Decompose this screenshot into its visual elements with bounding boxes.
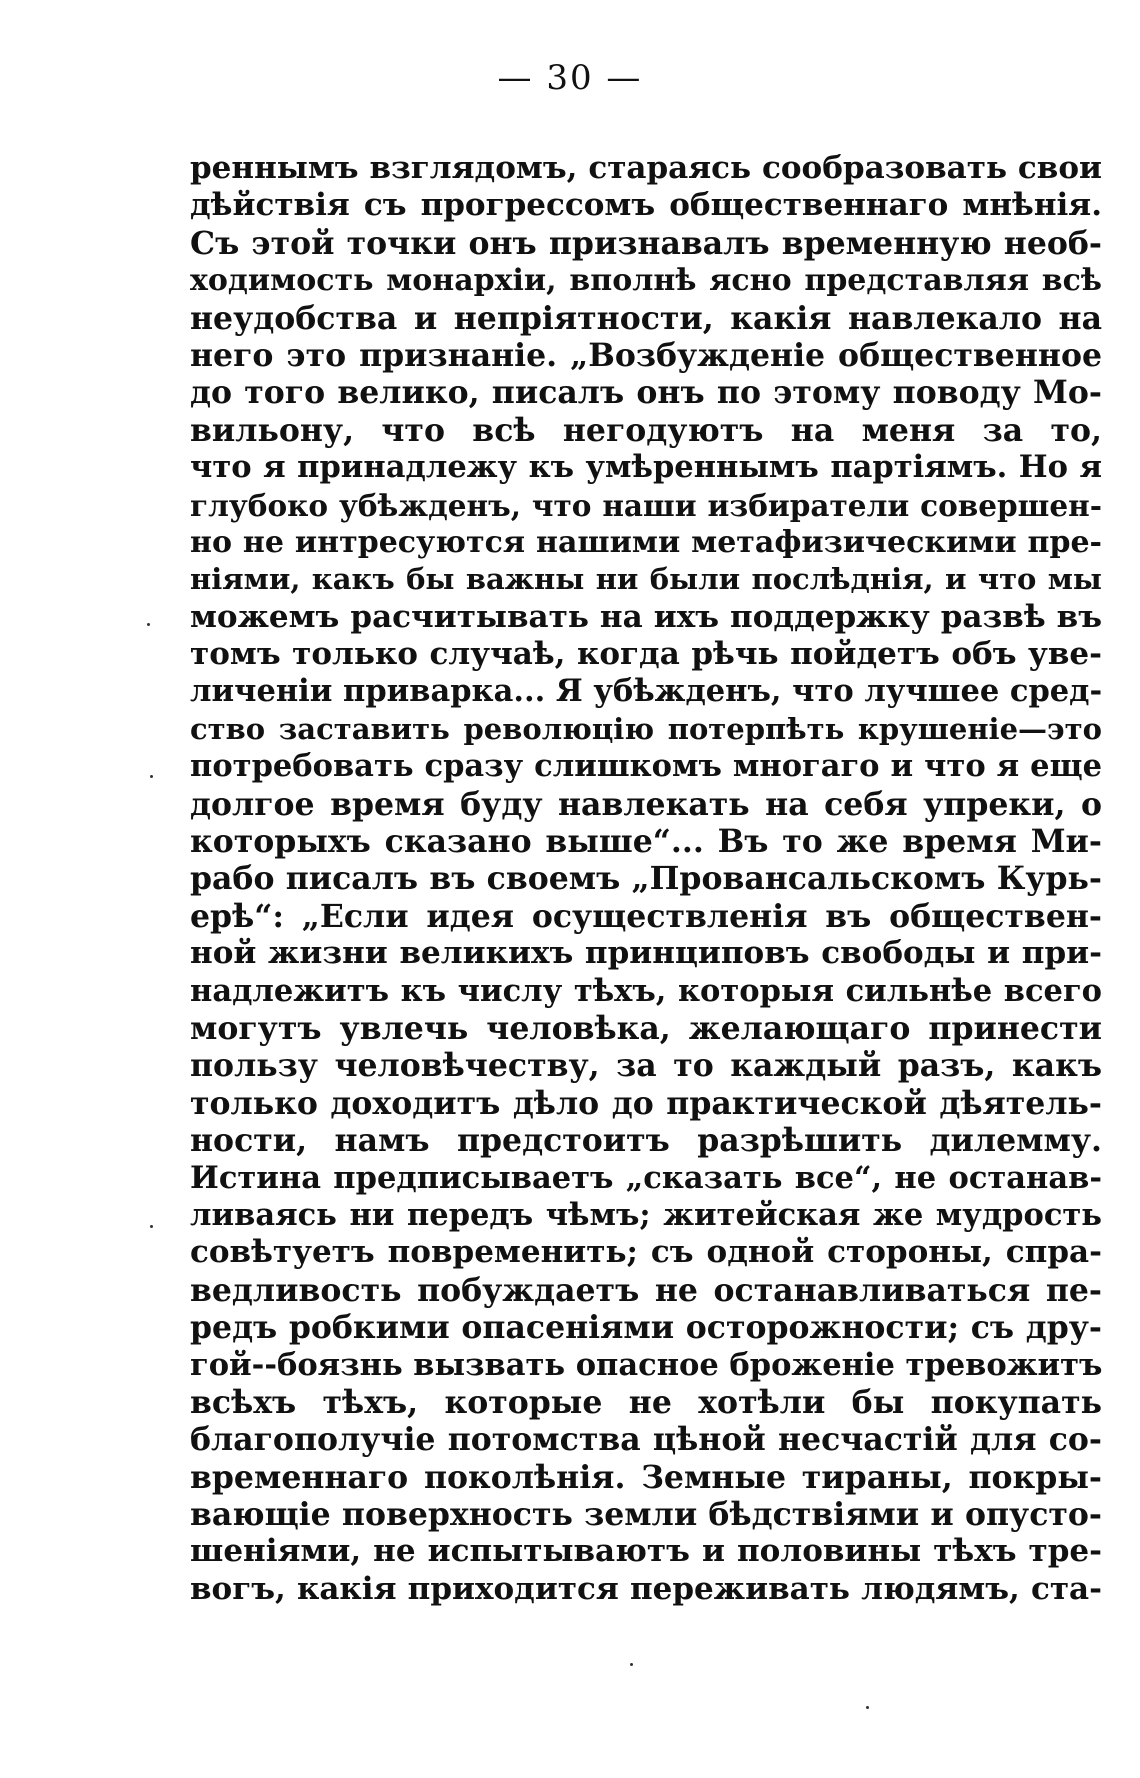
text-line: совѣтуетъ повременить; съ одной стороны, спра- — [190, 1234, 1102, 1271]
text-line: редъ робкими опасеніями осторожности; съ дру- — [190, 1309, 1102, 1347]
text-line: но не интресуются нашими метафизическими пре- — [190, 524, 1102, 560]
text-line: до того велико, писалъ онъ по этому поводу Мо- — [190, 374, 1102, 412]
text-line: Съ этой точки онъ признавалъ временную необ- — [190, 224, 1102, 262]
scan-speck — [150, 775, 153, 778]
text-line: благополучіе потомства цѣной несчастій для со- — [190, 1421, 1102, 1459]
text-line: надлежитъ къ числу тѣхъ, которыя сильнѣе всего — [190, 972, 1102, 1009]
text-line: гой--боязнь вызвать опасное броженіе тревожитъ — [190, 1346, 1102, 1383]
text-line: пользу человѣчеству, за то каждый разъ, какъ — [190, 1047, 1102, 1085]
text-line: вогъ, какія приходится переживать людямъ, ста- — [190, 1570, 1102, 1607]
text-line: ливаясь ни передъ чѣмъ; житейская же мудрость — [190, 1196, 1102, 1233]
text-line: можемъ расчитывать на ихъ поддержку развѣ въ — [190, 598, 1102, 635]
text-line: ніями, какъ бы важны ни были послѣднія, и что мы — [190, 562, 1102, 597]
text-line: что я принадлежу къ умѣреннымъ партіямъ. Но я — [190, 449, 1102, 486]
text-line: временнаго поколѣнія. Земные тираны, покры- — [190, 1458, 1102, 1496]
scan-speck — [147, 623, 150, 626]
text-line: только доходитъ дѣло до практической дѣятель- — [190, 1084, 1102, 1122]
scan-speck — [630, 1663, 633, 1666]
text-line: всѣхъ тѣхъ, которые не хотѣли бы покупать — [190, 1383, 1102, 1421]
text-line: ство заставить революцію потерпѣть крушеніе—это — [190, 711, 1102, 746]
text-line: вающіе поверхность земли бѣдствіями и опусто- — [190, 1496, 1102, 1534]
text-line: реннымъ взглядомъ, стараясь сообразовать свои — [190, 150, 1102, 186]
text-line: рабо писалъ въ своемъ „Провансальскомъ Курь- — [190, 860, 1102, 898]
text-line: вильону, что всѣ негодуютъ на меня за то, — [190, 411, 1102, 449]
text-line: глубоко убѣжденъ, что наши избиратели совершен- — [190, 487, 1102, 523]
text-line: томъ только случаѣ, когда рѣчь пойдетъ объ уве- — [190, 636, 1102, 673]
page-number: — 30 — — [497, 58, 643, 98]
text-line: ходимость монархіи, вполнѣ ясно представляя всѣ — [190, 263, 1102, 299]
body-text — [190, 150, 1102, 1608]
text-line: ерѣ“: „Если идея осуществленія въ обществен- — [190, 897, 1102, 935]
text-line: ведливость побуждаетъ не останавливаться пе- — [190, 1271, 1102, 1309]
text-line: которыхъ сказано выше“... Въ то же время Ми- — [190, 823, 1102, 861]
text-line: личеніи приварка... Я убѣжденъ, что лучшее сред- — [190, 673, 1102, 710]
text-line: потребовать сразу слишкомъ многаго и что я еще — [190, 748, 1102, 785]
text-line: могутъ увлечь человѣка, желающаго принести — [190, 1009, 1102, 1047]
text-line: ности, намъ предстоитъ разрѣшить дилемму. — [190, 1122, 1102, 1160]
text-line: неудобства и непріятности, какія навлекало на — [190, 299, 1102, 337]
text-line: него это признаніе. „Возбужденіе общественное — [190, 336, 1102, 374]
text-line: дѣйствія съ прогрессомъ общественнаго мнѣнія. — [190, 187, 1102, 224]
text-line: шеніями, не испытываютъ и половины тѣхъ тре- — [190, 1533, 1102, 1570]
text-line: долгое время буду навлекать на себя упреки, о — [190, 785, 1102, 823]
scan-speck — [866, 1706, 869, 1709]
scan-speck — [150, 1225, 153, 1228]
text-line: Истина предписываетъ „сказать все“, не останав- — [190, 1159, 1102, 1196]
text-line: ной жизни великихъ принциповъ свободы и при- — [190, 935, 1102, 972]
